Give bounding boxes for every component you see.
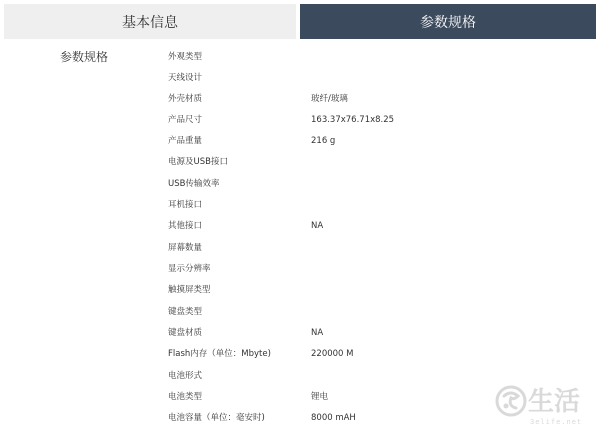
spec-name: 其他接口 — [168, 221, 203, 231]
tab-basic-info[interactable] — [4, 4, 296, 39]
spec-row — [0, 238, 600, 259]
spec-name: 电池类型 — [168, 392, 203, 402]
spec-name: 天线设计 — [168, 73, 203, 83]
spec-row — [0, 68, 600, 89]
spec-name: USB传输效率 — [168, 179, 220, 189]
spec-row — [0, 174, 600, 195]
watermark — [494, 384, 594, 432]
spec-row — [0, 47, 600, 68]
watermark-text: 生活 — [528, 387, 581, 417]
spec-value: 锂电 — [311, 392, 329, 402]
spec-row — [0, 344, 600, 365]
spec-name: 触摸屏类型 — [168, 285, 211, 295]
spec-value: 216 g — [311, 136, 336, 146]
spec-value: 163.37x76.71x8.25 — [311, 115, 395, 125]
spec-name: 外壳材质 — [168, 94, 203, 104]
watermark-url: 3elife.net — [530, 418, 583, 426]
spec-row — [0, 131, 600, 152]
spec-name: 屏幕数量 — [168, 243, 203, 253]
spec-name: 显示分辨率 — [168, 264, 211, 274]
spec-name: 产品尺寸 — [168, 115, 203, 125]
spec-name: 产品重量 — [168, 136, 203, 146]
spec-row — [0, 152, 600, 173]
spec-row — [0, 302, 600, 323]
spec-name: 外观类型 — [168, 52, 203, 62]
tab-bar — [0, 0, 600, 40]
spec-row — [0, 110, 600, 131]
spec-row — [0, 216, 600, 237]
spec-name: Flash内存（单位：Mbyte) — [168, 349, 271, 359]
section-title: 参数规格 — [60, 50, 109, 64]
spec-name: 电源及USB接口 — [168, 157, 228, 167]
spec-value: 玻纤/玻璃 — [311, 94, 348, 104]
tab-specifications-label: 参数规格 — [420, 14, 476, 31]
watermark-logo-icon — [494, 384, 528, 418]
spec-name: 电池形式 — [168, 371, 203, 381]
spec-name: 键盘材质 — [168, 328, 203, 338]
spec-value: 8000 mAH — [311, 413, 356, 423]
spec-row — [0, 259, 600, 280]
spec-name: 耳机接口 — [168, 200, 203, 210]
spec-row — [0, 89, 600, 110]
spec-row — [0, 323, 600, 344]
spec-value: NA — [311, 221, 324, 231]
spec-row — [0, 195, 600, 216]
spec-name: 电池容量（单位：毫安时) — [168, 413, 265, 423]
spec-name: 键盘类型 — [168, 307, 203, 317]
tab-basic-info-label: 基本信息 — [122, 14, 178, 31]
spec-value: 220000 M — [311, 349, 354, 359]
spec-row — [0, 280, 600, 301]
spec-value: NA — [311, 328, 324, 338]
tab-specifications[interactable] — [300, 4, 596, 39]
